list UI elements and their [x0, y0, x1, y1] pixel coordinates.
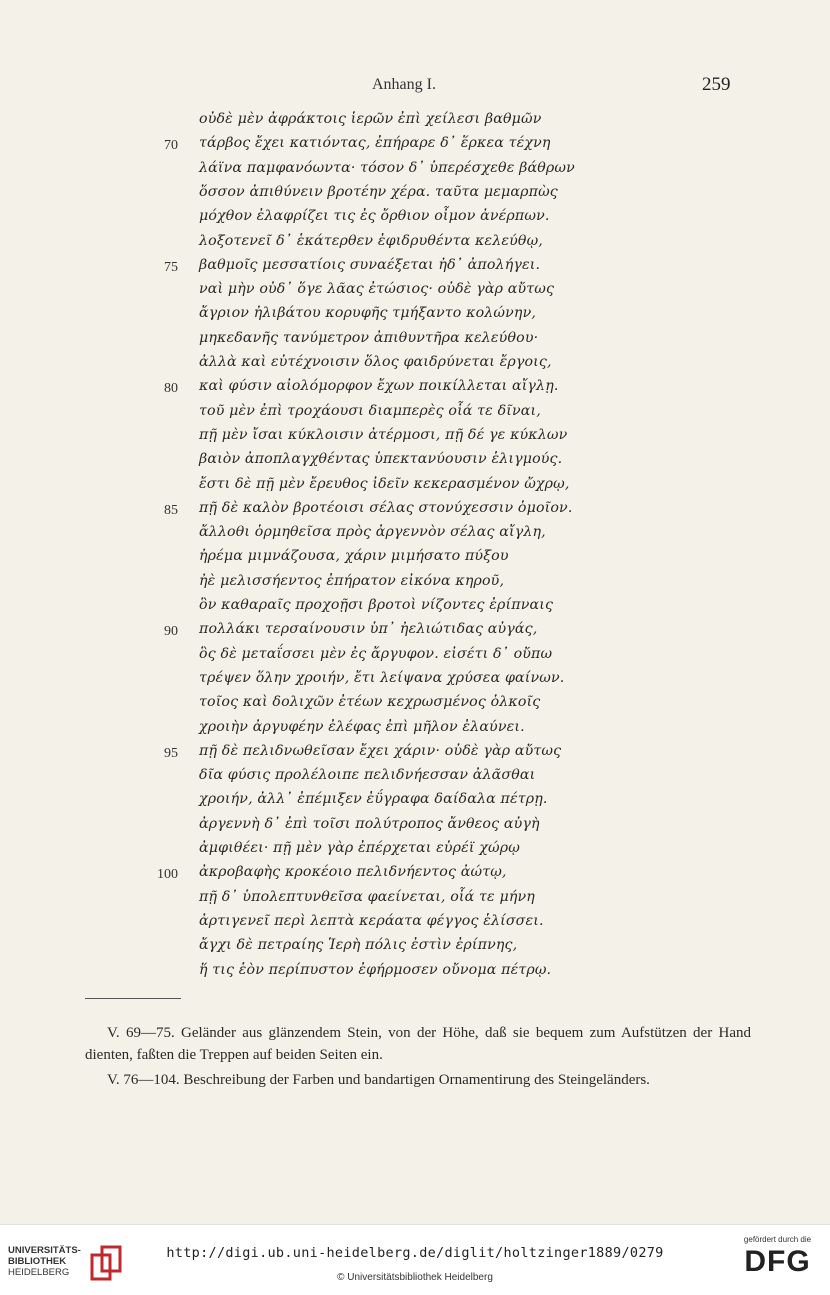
verse-text: ἄλλοθι ὁρμηθεῖσα πρὸς ἀργεννὸν σέλας αἴγλη, [199, 524, 546, 541]
poem-line [0, 621, 830, 645]
verse-text: ὅσσον ἀπιθύνειν βροτέην χέρα. ταῦτα μεμαρπὼς [199, 183, 558, 200]
verse-text: ὃς δὲ μεταΐσσει μὲν ἐς ἄργυφον. εἰσέτι δ᾽ οὔπω [199, 645, 553, 662]
verse-text: τοῖος καὶ δολιχῶν ἐτέων κεχρωσμένος ὁλκοῖς [199, 694, 541, 711]
verse-text: ἀκροβαφὴς κροκέοιο πελιδνήεντος ἀώτῳ, [199, 864, 507, 881]
verse-text: τρέψεν ὅλην χροιήν, ἔτι λείψανα χρύσεα φαίνων. [199, 669, 565, 686]
poem-line [0, 694, 830, 718]
verse-text: πῇ δὲ καλὸν βροτέοισι σέλας στονύχεσσιν ὁμοῖον. [199, 499, 573, 516]
permalink-url[interactable]: http://digi.ub.uni-heidelberg.de/diglit/holtzinger1889/0279 [166, 1245, 664, 1261]
verse-text: ἔστι δὲ πῇ μὲν ἔρευθος ἰδεῖν κεκερασμένον ὤχρῳ, [199, 475, 570, 492]
verse-text: πῇ δ᾽ ὑπολεπτυνθεῖσα φαείνεται, οἷά τε μήνη [199, 888, 535, 905]
line-number: 80 [164, 381, 178, 397]
poem-line [0, 500, 830, 524]
line-number: 90 [164, 624, 178, 640]
line-number: 70 [164, 138, 178, 154]
poem-line [0, 889, 830, 913]
running-head [0, 76, 830, 100]
verse-text: χροιὴν ἀργυφέην ἐλέφας ἐπὶ μῆλον ἐλαύνει. [199, 718, 525, 735]
poem-line [0, 767, 830, 791]
line-number: 100 [157, 867, 178, 883]
verse-text: μηκεδανῆς τανύμετρον ἀπιθυντῆρα κελεύθου· [199, 329, 539, 346]
verse-text: ἥ τις ἑὸν περίπυστον ἐφήρμοσεν οὔνομα πέτρῳ. [199, 961, 552, 978]
poem-line [0, 864, 830, 888]
verse-text: βαθμοῖς μεσσατίοις συναέξεται ἠδ᾽ ἀπολήγει. [199, 256, 541, 273]
poem-line [0, 135, 830, 159]
line-number: 75 [164, 259, 178, 275]
poem-line [0, 743, 830, 767]
verse-text: ἀργεννὴ δ᾽ ἐπὶ τοῖσι πολύτροπος ἄνθεος αὐγὴ [199, 815, 540, 832]
poem-line [0, 330, 830, 354]
poem-line [0, 451, 830, 475]
verse-text: ἀρτιγενεῖ περὶ λεπτὰ κεράατα φέγγος ἑλίσσει. [199, 912, 544, 929]
poem-line [0, 548, 830, 572]
poem-line [0, 524, 830, 548]
verse-text: μόχθον ἐλαφρίζει τις ἐς ὄρθιον οἶμον ἀνέρπων. [199, 208, 550, 225]
dfg-logo-text: DFG [744, 1245, 811, 1278]
footnotes [85, 1022, 751, 1094]
page-number: 259 [702, 74, 731, 95]
verse-text: καὶ φύσιν αἰολόμορφον ἔχων ποικίλλεται αἴγλῃ. [199, 378, 559, 395]
poem-line [0, 476, 830, 500]
viewer-footer [0, 1224, 830, 1295]
poem-line [0, 816, 830, 840]
verse-text: πῇ δὲ πελιδνωθεῖσαν ἔχει χάριν· οὐδὲ γὰρ αὔτως [199, 742, 562, 759]
verse-text: ἠρέμα μιμνάζουσα, χάριν μιμήσατο πύξου [199, 548, 509, 565]
verse-text: ἄγχι δὲ πετραίης Ἱερὴ πόλις ἐστὶν ἐρίπνης, [199, 937, 518, 954]
poem-line [0, 840, 830, 864]
verse-text: ἀμφιθέει· πῇ μὲν γὰρ ἐπέρχεται εὐρέϊ χώρῳ [199, 840, 520, 856]
line-number: 95 [164, 745, 178, 761]
poem-line [0, 111, 830, 135]
verse-text: ἀλλὰ καὶ εὐτέχνοισιν ὅλος φαιδρύνεται ἔργοις, [199, 354, 552, 370]
poem-line [0, 427, 830, 451]
poem-line [0, 791, 830, 815]
verse-text: ὃν καθαραῖς προχοῇσι βροτοὶ νίζοντες ἐρίπναις [199, 597, 554, 613]
verse-text: τάρβος ἔχει κατιόντας, ἐπήραρε δ᾽ ἕρκεα τέχνη [199, 135, 551, 152]
poem-line [0, 646, 830, 670]
library-name-line: HEIDELBERG [8, 1267, 70, 1278]
poem-line [0, 937, 830, 961]
poem-line [0, 305, 830, 329]
footnote: V. 76—104. Beschreibung der Farben und bandartigen Ornamentirung des Steingeländers. [107, 1072, 650, 1088]
footnote: V. 69—75. Geländer aus glänzendem Stein, von der Höhe, daß sie bequem zum Aufstützen der Hand dienten, faßten die Treppen auf beiden Seiten ein. [85, 1025, 751, 1063]
copyright-notice: © Universitätsbibliothek Heidelberg [337, 1272, 493, 1283]
poem-line [0, 354, 830, 378]
poem-line [0, 403, 830, 427]
poem-line [0, 281, 830, 305]
poem-line [0, 233, 830, 257]
poem-line [0, 597, 830, 621]
running-head-title: Anhang I. [372, 76, 436, 93]
poem-line [0, 208, 830, 232]
poem-line [0, 573, 830, 597]
poem-line [0, 913, 830, 937]
verse-text: τοῦ μὲν ἐπὶ τροχάουσι διαμπερὲς οἷά τε δῖναι, [199, 402, 541, 419]
verse-text: χροιήν, ἀλλ᾽ ἐπέμιξεν ἐΰγραφα δαίδαλα πέτρῃ. [199, 791, 548, 808]
library-name-line: UNIVERSITÄTS- [8, 1245, 81, 1256]
library-name-line: BIBLIOTHEK [8, 1256, 67, 1267]
poem-line [0, 378, 830, 402]
verse-text: πολλάκι τερσαίνουσιν ὑπ᾽ ἠελιώτιδας αὐγάς, [199, 621, 538, 638]
poem-line [0, 670, 830, 694]
dfg-caption: gefördert durch die [743, 1235, 812, 1244]
verse-text: λοξοτενεῖ δ᾽ ἑκάτερθεν ἐφιδρυθέντα κελεύθῳ, [199, 232, 543, 249]
verse-text: ἠὲ μελισσήεντος ἐπήρατον εἰκόνα κηροῦ, [199, 572, 505, 589]
footnote-rule [85, 998, 181, 999]
verse-text: λάϊνα παμφανόωντα· τόσον δ᾽ ὑπερέσχεθε βάθρων [199, 159, 575, 176]
verse-text: βαιὸν ἀποπλαγχθέντας ὑπεκτανύουσιν ἑλιγμούς. [199, 451, 563, 468]
poem-line [0, 184, 830, 208]
line-number: 85 [164, 502, 178, 518]
verse-text: ναὶ μὴν οὐδ᾽ ὅγε λᾶας ἐτώσιος· οὐδὲ γὰρ αὔτως [199, 281, 555, 298]
poem-line [0, 160, 830, 184]
verse-text: οὐδὲ μὲν ἀφράκτοις ἱερῶν ἐπὶ χείλεσι βαθμῶν [199, 111, 542, 127]
verse-text: πῇ μὲν ἴσαι κύκλοισιν ἀτέρμοσι, πῇ δέ γε κύκλων [199, 426, 568, 443]
poem-line [0, 257, 830, 281]
poem-line [0, 719, 830, 743]
verse-text: δῖα φύσις προλέλοιπε πελιδνήεσσαν ἀλᾶσθαι [199, 767, 536, 784]
verse-text: ἄγριον ἠλιβάτου κορυφῆς τμήξαντο κολώνην, [199, 305, 537, 322]
poem-line [0, 962, 830, 986]
dfg-funding-logo[interactable] [735, 1235, 820, 1278]
